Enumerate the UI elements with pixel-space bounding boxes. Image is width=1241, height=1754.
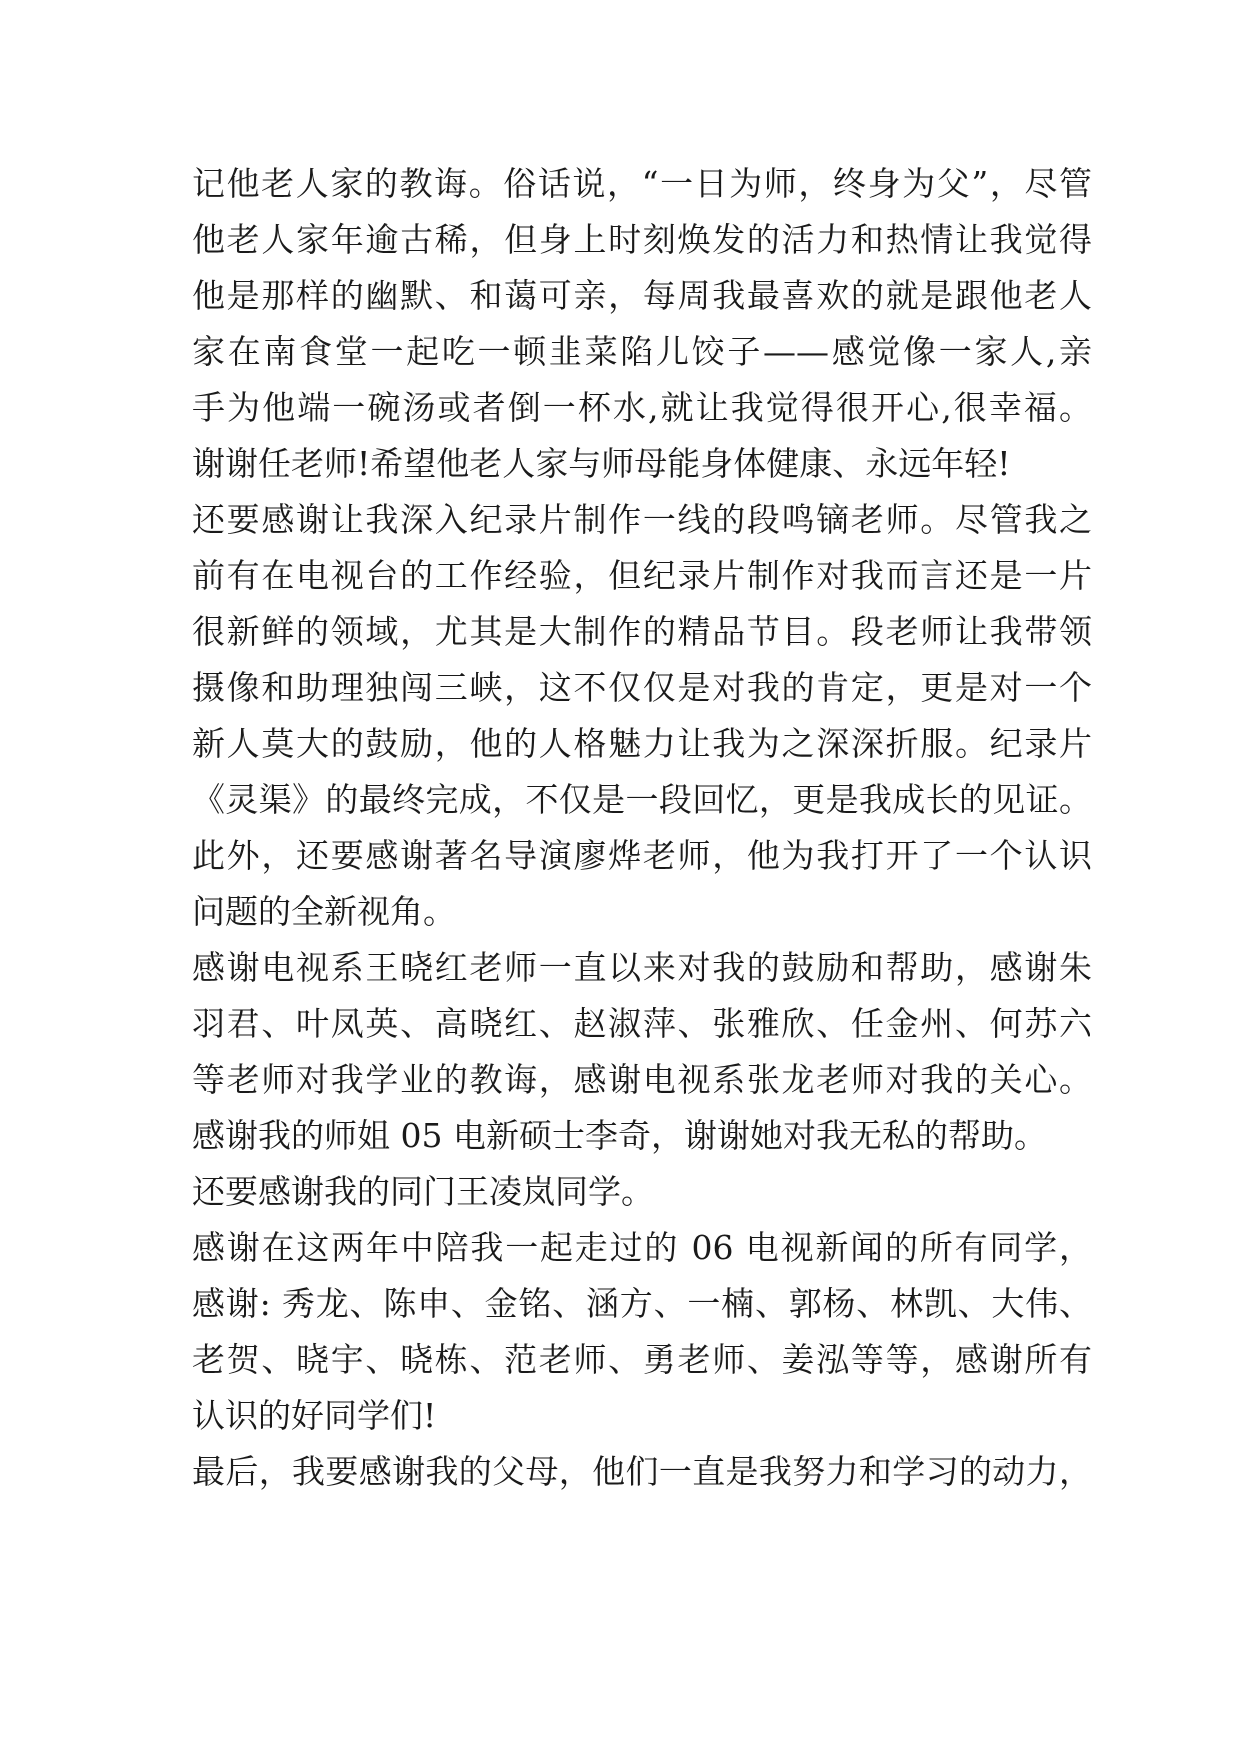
text-line: 感谢: 秀龙、陈申、金铭、涵方、一楠、郭杨、林凯、大伟、	[192, 1284, 1092, 1323]
text-line: 前有在电视台的工作经验，但纪录片制作对我而言还是一片	[192, 556, 1092, 595]
text-line: 还要感谢我的同门王凌岚同学。	[192, 1172, 654, 1211]
text-line: 摄像和助理独闯三峡，这不仅仅是对我的肯定，更是对一个	[192, 668, 1092, 707]
text-line: 感谢在这两年中陪我一起走过的 06 电视新闻的所有同学，	[192, 1228, 1092, 1267]
text-line: 还要感谢让我深入纪录片制作一线的段鸣镝老师。尽管我之	[192, 500, 1092, 539]
text-line: 老贺、晓宇、晓栋、范老师、勇老师、姜泓等等，感谢所有	[192, 1340, 1092, 1379]
text-line: 羽君、叶凤英、高晓红、赵淑萍、张雅欣、任金州、何苏六	[192, 1004, 1092, 1043]
text-line: 手为他端一碗汤或者倒一杯水,就让我觉得很开心,很幸福。	[192, 388, 1092, 427]
text-line: 记他老人家的教诲。俗话说，“一日为师，终身为父”，尽管	[192, 164, 1092, 203]
text-line: 感谢电视系王晓红老师一直以来对我的鼓励和帮助，感谢朱	[192, 948, 1092, 987]
body-text	[192, 156, 1092, 1500]
text-line: 他老人家年逾古稀，但身上时刻焕发的活力和热情让我觉得	[192, 220, 1092, 259]
text-line: 谢谢任老师!希望他老人家与师母能身体健康、永远年轻!	[192, 444, 1011, 483]
text-line: 《灵渠》的最终完成，不仅是一段回忆，更是我成长的见证。	[192, 780, 1092, 819]
text-line: 感谢我的师姐 05 电新硕士李奇，谢谢她对我无私的帮助。	[192, 1116, 1047, 1155]
text-line: 此外，还要感谢著名导演廖烨老师，他为我打开了一个认识	[192, 836, 1092, 875]
text-line: 最后，我要感谢我的父母，他们一直是我努力和学习的动力，	[192, 1452, 1092, 1491]
text-line: 认识的好同学们!	[192, 1396, 437, 1435]
text-line: 等老师对我学业的教诲，感谢电视系张龙老师对我的关心。	[192, 1060, 1092, 1099]
text-line: 他是那样的幽默、和蔼可亲，每周我最喜欢的就是跟他老人	[192, 276, 1092, 315]
text-line: 家在南食堂一起吃一顿韭菜陷儿饺子——感觉像一家人,亲	[192, 332, 1092, 371]
text-line: 新人莫大的鼓励，他的人格魅力让我为之深深折服。纪录片	[192, 724, 1092, 763]
text-line: 很新鲜的领域，尤其是大制作的精品节目。段老师让我带领	[192, 612, 1092, 651]
text-line: 问题的全新视角。	[192, 892, 456, 931]
